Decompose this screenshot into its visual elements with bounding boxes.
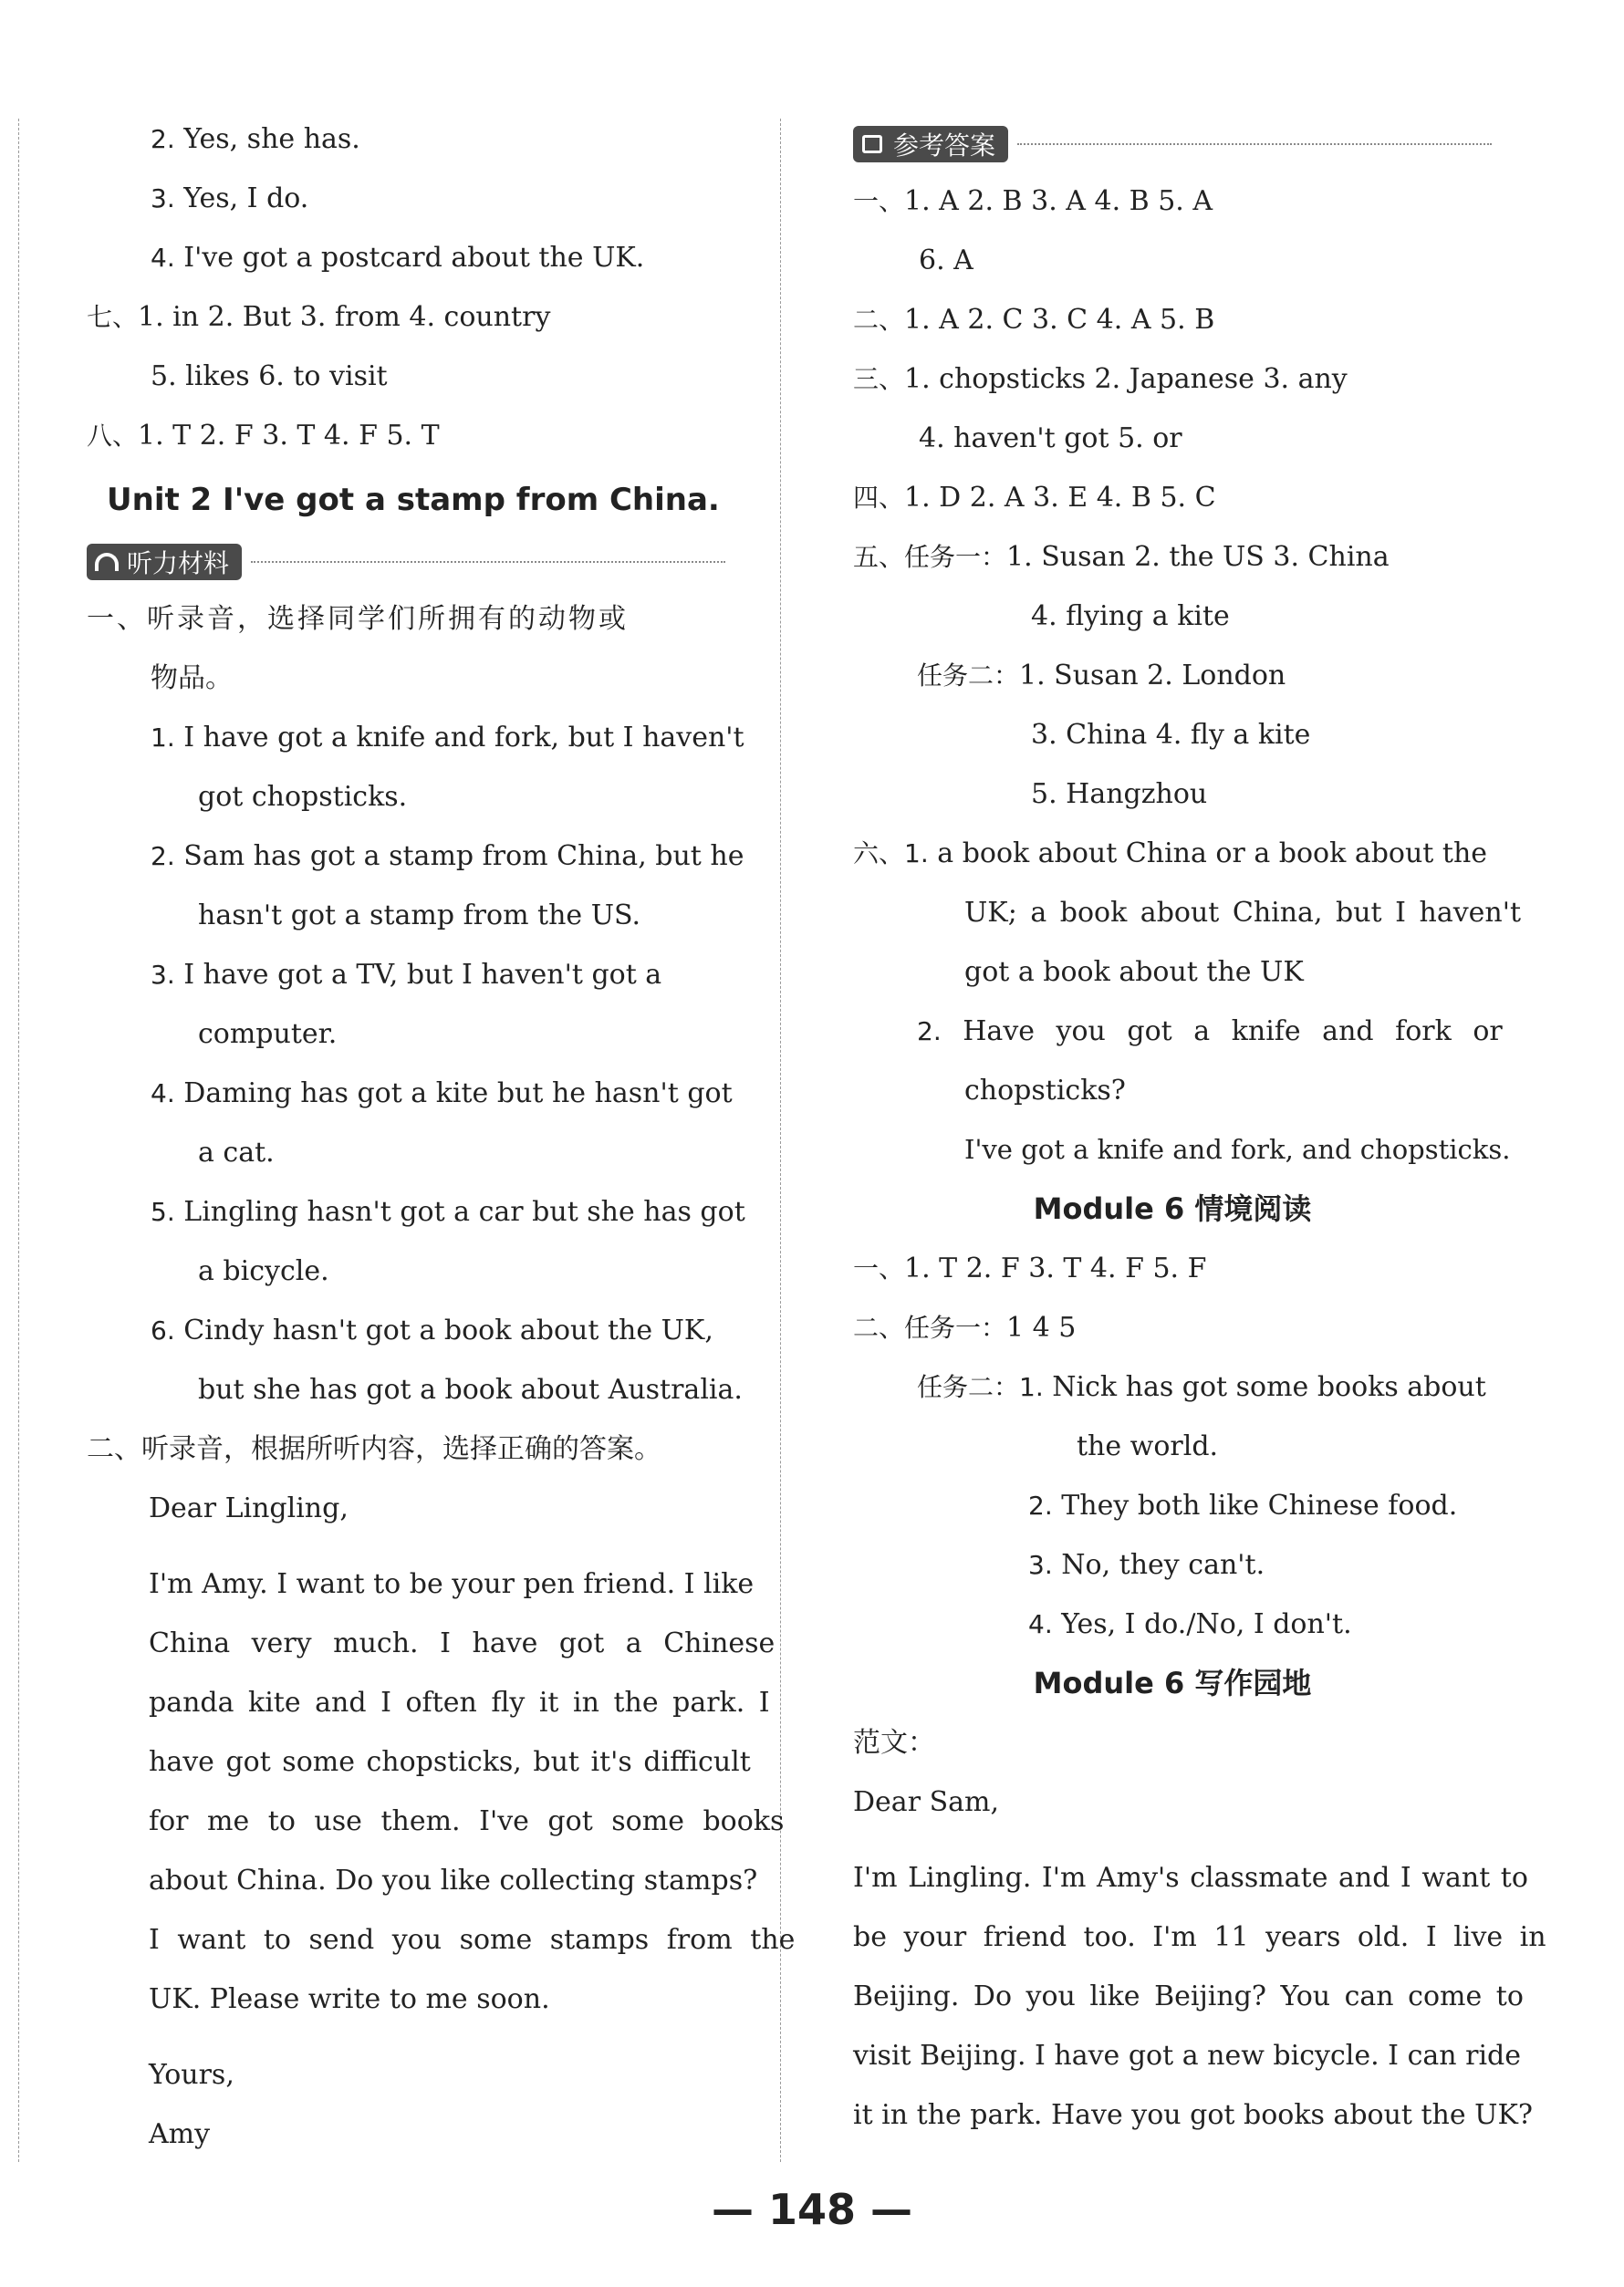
page-number: — 148 — xyxy=(711,2185,913,2234)
answer-line: 一、1. A 2. B 3. A 4. B 5. A xyxy=(853,185,1213,217)
dotted-rule xyxy=(1017,143,1492,145)
section-tag-listening xyxy=(87,535,725,589)
answer-line: 八、1. T 2. F 3. T 4. F 5. T xyxy=(87,420,440,452)
answer-line: 5. Hangzhou xyxy=(1031,778,1208,810)
essay-greeting: Dear Sam, xyxy=(853,1786,999,1818)
transcript-item-cont: a cat. xyxy=(198,1137,275,1169)
transcript-item: 6. Cindy hasn't got a book about the UK, xyxy=(151,1315,713,1346)
letter-line: panda kite and I often fly it in the park. I xyxy=(149,1687,770,1719)
letter-line: UK. Please write to me soon. xyxy=(149,1983,550,2015)
answer-line: 2. Have you got a knife and fork or xyxy=(917,1015,1503,1047)
dotted-rule xyxy=(251,561,725,563)
answer-line: 五、任务一：1. Susan 2. the US 3. China xyxy=(853,541,1390,573)
essay-line: be your friend too. I'm 11 years old. I live in xyxy=(853,1921,1546,1953)
book-icon xyxy=(860,133,886,155)
answer-line: 3. No, they can't. xyxy=(1028,1549,1265,1581)
letter-line: about China. Do you like collecting stamps? xyxy=(149,1865,758,1897)
answer-line: 任务二：1. Susan 2. London xyxy=(917,660,1286,691)
answer-line: 3. Yes, I do. xyxy=(151,182,309,214)
transcript-items xyxy=(87,708,745,1419)
answer-line: 4. flying a kite xyxy=(1031,600,1230,632)
answer-line: 6. A xyxy=(919,244,973,276)
transcript-item: 4. Daming has got a kite but he hasn't got xyxy=(151,1077,733,1109)
transcript-item: 1. I have got a knife and fork, but I haven't xyxy=(151,722,744,754)
letter-greeting: Dear Lingling, xyxy=(149,1492,349,1524)
letter-closing: Yours, xyxy=(149,2059,234,2091)
essay-line: I'm Lingling. I'm Amy's classmate and I want to xyxy=(853,1862,1528,1894)
essay-line: visit Beijing. I have got a new bicycle. I can ride xyxy=(853,2040,1522,2072)
answer-line: 2. Yes, she has. xyxy=(151,123,360,155)
transcript-item-cont: a bicycle. xyxy=(198,1255,329,1287)
module-title-writing: Module 6 写作园地 xyxy=(1033,1666,1312,1700)
letter-signature: Amy xyxy=(149,2118,211,2150)
essay-line: Beijing. Do you like Beijing? You can come to xyxy=(853,1980,1524,2012)
left-margin-rule xyxy=(18,119,19,2162)
essay-line: it in the park. Have you got books about the UK? xyxy=(853,2099,1533,2131)
answer-line: 3. China 4. fly a kite xyxy=(1031,719,1311,751)
answer-line: 4. Yes, I do./No, I don't. xyxy=(1028,1608,1352,1640)
answer-line: 三、1. chopsticks 2. Japanese 3. any xyxy=(853,363,1348,395)
transcript-item-cont: got chopsticks. xyxy=(198,781,408,813)
answer-line: 六、1. a book about China or a book about the xyxy=(853,837,1488,869)
letter-line: I want to send you some stamps from the xyxy=(149,1924,796,1956)
right-column xyxy=(853,117,1546,2145)
transcript-item-cont: but she has got a book about Australia. xyxy=(198,1374,743,1406)
letter-line: have got some chopsticks, but it's difficult xyxy=(149,1746,751,1778)
answer-line: I've got a knife and fork, and chopsticks. xyxy=(964,1134,1511,1165)
question-heading: 一、听录音，选择同学们所拥有的动物或 xyxy=(87,603,629,635)
answer-line: 2. They both like Chinese food. xyxy=(1028,1490,1458,1522)
question-heading: 二、听录音，根据所听内容，选择正确的答案。 xyxy=(87,1433,661,1465)
transcript-item: 5. Lingling hasn't got a car but she has got xyxy=(151,1196,745,1228)
answer-line: 一、1. T 2. F 3. T 4. F 5. F xyxy=(853,1253,1207,1284)
answer-line: 5. likes 6. to visit xyxy=(151,360,388,392)
answer-line: 七、1. in 2. But 3. from 4. country xyxy=(87,301,551,333)
answer-line: 二、任务一：1 4 5 xyxy=(853,1312,1077,1344)
answer-line: got a book about the UK xyxy=(964,956,1304,988)
unit-title: Unit 2 I've got a stamp from China. xyxy=(107,482,720,518)
letter-line: for me to use them. I've got some books xyxy=(149,1805,785,1837)
answer-line: the world. xyxy=(1077,1430,1219,1462)
transcript-item-cont: computer. xyxy=(198,1018,338,1050)
answers-tag: 参考答案 xyxy=(853,126,1008,162)
module-title-reading: Module 6 情境阅读 xyxy=(1033,1191,1312,1226)
left-column xyxy=(87,109,796,2164)
column-divider xyxy=(780,119,781,2162)
question-heading-cont: 物品。 xyxy=(151,662,233,694)
answer-line: 四、1. D 2. A 3. E 4. B 5. C xyxy=(853,482,1216,514)
essay-body xyxy=(853,1848,1546,2145)
headphones-icon xyxy=(94,551,120,573)
transcript-item: 3. I have got a TV, but I haven't got a xyxy=(151,959,662,991)
letter-line: China very much. I have got a Chinese xyxy=(149,1627,776,1659)
letter-body xyxy=(87,1554,796,2029)
sample-label: 范文： xyxy=(853,1727,935,1759)
answer-line: 任务二：1. Nick has got some books about xyxy=(917,1371,1486,1403)
answer-line: chopsticks? xyxy=(964,1075,1126,1107)
answer-line: 4. haven't got 5. or xyxy=(919,422,1182,454)
answer-line: 4. I've got a postcard about the UK. xyxy=(151,242,645,274)
transcript-item: 2. Sam has got a stamp from China, but he xyxy=(151,840,744,872)
letter-line: I'm Amy. I want to be your pen friend. I like xyxy=(149,1568,755,1600)
answer-line: UK; a book about China, but I haven't xyxy=(964,897,1522,929)
listening-tag: 听力材料 xyxy=(87,544,242,580)
section-tag-answers xyxy=(853,117,1492,172)
answer-line: 二、1. A 2. C 3. C 4. A 5. B xyxy=(853,304,1215,336)
transcript-item-cont: hasn't got a stamp from the US. xyxy=(198,899,641,931)
